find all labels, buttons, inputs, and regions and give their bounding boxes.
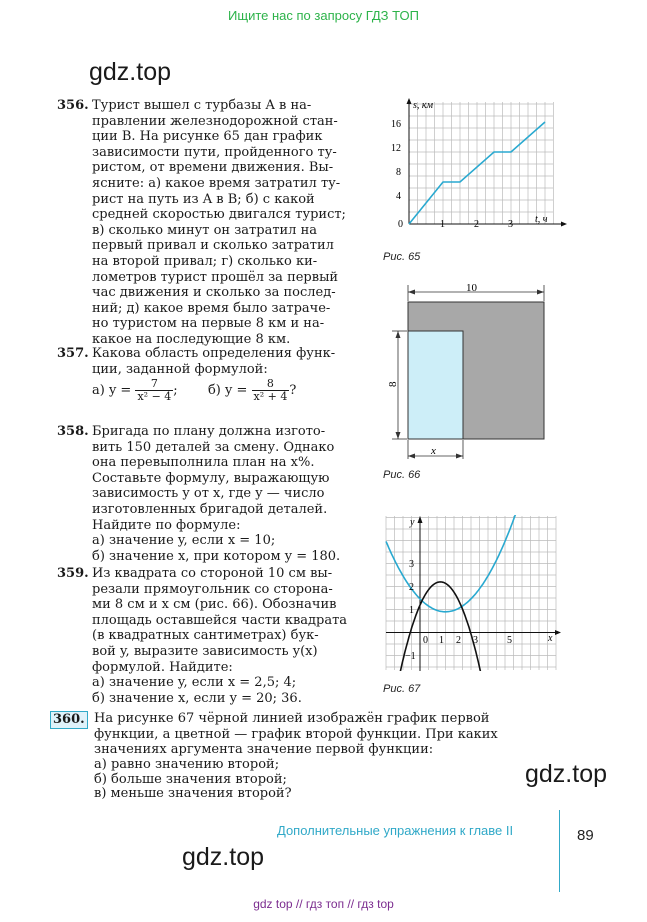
- problem-number: 357.: [57, 346, 89, 361]
- denominator: x² + 4: [253, 390, 288, 403]
- numerator: 7: [135, 378, 173, 391]
- text-line: зависимость y от x, где y — число: [92, 486, 325, 502]
- arrowhead: [537, 290, 544, 295]
- problem-number: 356.: [57, 98, 89, 113]
- y-axis-label: y: [410, 517, 415, 528]
- formula-a-fraction: [135, 378, 173, 403]
- x-axis-label: x: [548, 633, 553, 644]
- origin-label: 0: [423, 635, 428, 646]
- text-line: значениях аргумента значение первой функции:: [94, 742, 434, 758]
- page-number: 89: [577, 827, 594, 844]
- chapter-title: Дополнительные упражнения к главе II: [277, 823, 514, 838]
- figure-67-graph: [383, 513, 563, 675]
- text-line: б) значение x, если y = 20; 36.: [92, 690, 302, 706]
- y-tick-label: 12: [391, 143, 401, 154]
- figure-65-caption: Рис. 65: [383, 251, 421, 263]
- formula-b-label: б) y =: [207, 383, 248, 398]
- side-dimension-label: 8: [387, 381, 399, 387]
- x-axis-arrow: [555, 630, 561, 635]
- text-line: резали прямоугольник со сторона-: [92, 581, 333, 597]
- text-line: (в квадратных сантиметрах) бук-: [92, 628, 319, 644]
- text-line: на второй привал; г) сколько ки-: [92, 253, 318, 269]
- x-axis-label: t, ч: [535, 214, 548, 225]
- formula-b-end: ?: [289, 383, 297, 398]
- formula-a-label: а) y =: [92, 383, 132, 398]
- footer-divider: [559, 810, 560, 892]
- arrowhead: [408, 454, 415, 459]
- text-line: ясните: а) какое время затратил ту-: [92, 175, 341, 191]
- x-tick-label: 3: [473, 635, 478, 646]
- x-tick-label: 1: [440, 219, 445, 230]
- text-line: какое на последующие 8 км.: [92, 331, 291, 347]
- text-line: она перевыполнила план на x%.: [92, 455, 315, 471]
- figure-67-caption: Рис. 67: [383, 683, 421, 695]
- text-line: площадь оставшейся части квадрата: [92, 612, 348, 628]
- text-line: а) значение y, если x = 10;: [92, 533, 276, 549]
- grid: [386, 516, 556, 670]
- text-line: лометров турист прошёл за первый: [92, 269, 339, 285]
- formula-b-fraction: [252, 378, 290, 403]
- text-line: Составьте формулу, выражающую: [92, 470, 330, 486]
- text-line: Турист вышел с турбазы A в на-: [92, 98, 312, 113]
- text-line: Какова область определения функ-: [92, 346, 336, 361]
- problem-text: [92, 424, 372, 564]
- arrowhead: [396, 432, 401, 439]
- option-line: в) меньше значения второй?: [94, 786, 292, 801]
- x-tick-label: 2: [474, 219, 479, 230]
- option-line: б) больше значения второй;: [94, 771, 287, 787]
- text-line: ми 8 см и x см (рис. 66). Обозначив: [92, 597, 337, 613]
- problem-text: [92, 98, 372, 348]
- text-line: час движения и сколько за послед-: [92, 285, 336, 301]
- problem-text: [94, 711, 574, 758]
- y-tick-label: 1: [409, 605, 414, 616]
- text-line: функции, а цветной — график второй функции. При каких: [94, 726, 498, 742]
- problem-number-highlighted: 360.: [50, 711, 88, 729]
- y-tick-label: −1: [405, 651, 416, 662]
- formula-row: [92, 378, 382, 403]
- y-axis-arrow: [418, 516, 423, 523]
- watermark-right: gdz.top: [525, 760, 608, 788]
- text-line: ции, заданной формулой:: [92, 361, 268, 377]
- text-line: ристом, от времени движения. Вы-: [92, 160, 334, 176]
- cut-rectangle: [408, 331, 463, 439]
- problem-number: 359.: [57, 566, 89, 581]
- y-axis-arrow: [407, 98, 412, 104]
- numerator: 8: [252, 378, 290, 391]
- top-dimension-label: 10: [466, 282, 477, 294]
- x-axis-arrow: [561, 222, 567, 227]
- origin-label: 0: [398, 219, 403, 230]
- text-line: б) значение x, при котором y = 180.: [92, 548, 341, 564]
- text-line: в) сколько минут он затратил на: [92, 222, 317, 238]
- text-line: изготовленных бригадой деталей.: [92, 501, 328, 517]
- text-line: формулой. Найдите:: [92, 659, 233, 675]
- problem-text: [92, 346, 372, 377]
- figure-66-diagram: [380, 279, 560, 464]
- text-line: Найдите по формуле:: [92, 517, 241, 533]
- figure-65-graph: [383, 96, 573, 244]
- y-tick-label: 2: [409, 582, 414, 593]
- top-banner: Ищите нас по запросу ГДЗ ТОП: [228, 8, 419, 23]
- text-line: зависимости пути, пройденного ту-: [92, 144, 337, 160]
- text-line: Бригада по плану должна изгото-: [92, 424, 326, 439]
- text-line: первый привал и сколько затратил: [92, 238, 334, 254]
- text-line: На рисунке 67 чёрной линией изображён график первой: [94, 711, 490, 726]
- problem-number: 358.: [57, 424, 89, 439]
- text-line: Из квадрата со стороной 10 см вы-: [92, 566, 333, 581]
- arrowhead: [396, 331, 401, 338]
- x-tick-label: 5: [507, 635, 512, 646]
- y-tick-label: 8: [396, 167, 401, 178]
- bottom-dimension-label: x: [431, 445, 436, 457]
- figure-66-caption: Рис. 66: [383, 469, 421, 481]
- x-tick-label: 2: [456, 635, 461, 646]
- x-tick-label: 3: [508, 219, 513, 230]
- watermark-top: gdz.top: [89, 58, 172, 86]
- problem-text: [92, 566, 372, 706]
- text-line: вить 150 деталей за смену. Однако: [92, 439, 335, 455]
- text-line: но туристом на первые 8 км и на-: [92, 316, 325, 332]
- text-line: рист на путь из A в B; б) с какой: [92, 191, 315, 207]
- x-tick-label: 1: [439, 635, 444, 646]
- denominator: x² − 4: [137, 390, 172, 403]
- text-line: а) значение y, если x = 2,5; 4;: [92, 675, 297, 691]
- arrowhead: [408, 290, 415, 295]
- text-line: ний; д) какое время было затраче-: [92, 300, 331, 316]
- y-tick-label: 4: [396, 191, 401, 202]
- bottom-links: gdz top // гдз топ // гдз top: [253, 897, 394, 911]
- answer-options: [94, 758, 494, 802]
- text-line: средней скоростью двигался турист;: [92, 207, 346, 223]
- y-tick-label: 16: [391, 119, 401, 130]
- watermark-bottom: gdz.top: [182, 843, 265, 871]
- formula-a-end: ;: [173, 383, 178, 398]
- text-line: правлении железнодорожной стан-: [92, 113, 338, 129]
- option-line: а) равно значению второй;: [94, 757, 280, 772]
- text-line: вой y, выразите зависимость y(x): [92, 643, 318, 659]
- arrowhead: [456, 454, 463, 459]
- text-line: ции B. На рисунке 65 дан график: [92, 129, 323, 145]
- y-axis-label: s, км: [413, 100, 433, 111]
- y-tick-label: 3: [409, 559, 414, 570]
